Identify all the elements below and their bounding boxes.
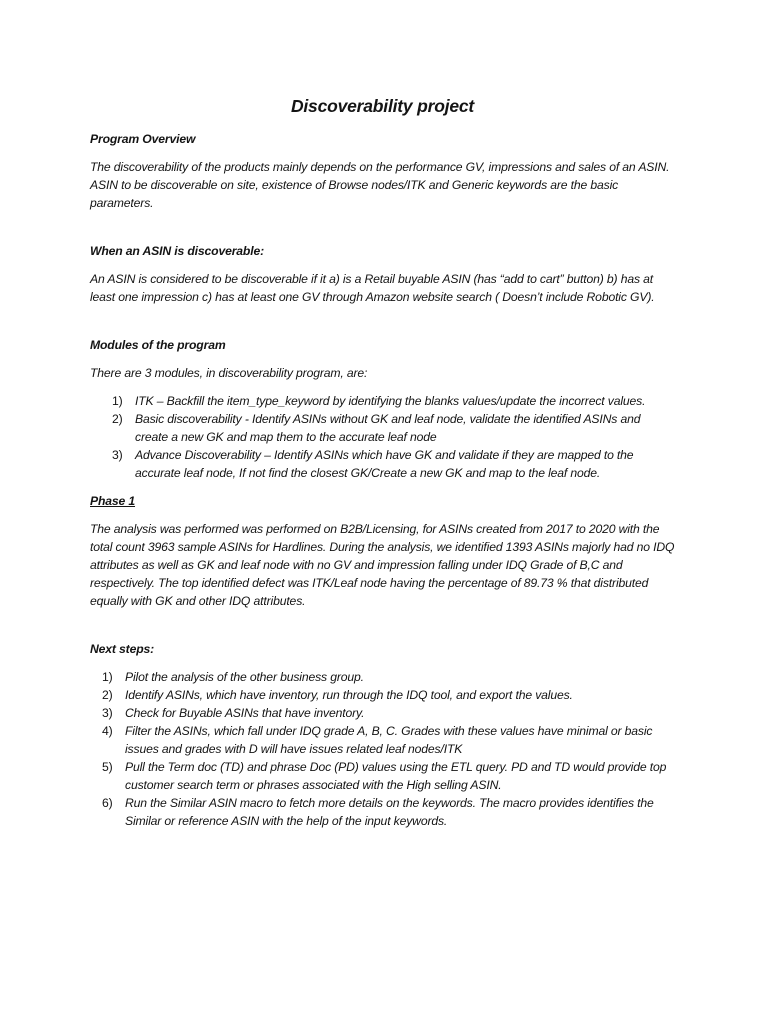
list-item-text: Basic discoverability - Identify ASINs without GK and leaf node, validate the identified ASINs and create a new GK and map them to the accurate leaf node [135,412,641,444]
list-item-text: Run the Similar ASIN macro to fetch more details on the keywords. The macro provides identifies the Similar or reference ASIN with the help of the input keywords. [125,796,654,828]
list-item-text: Pull the Term doc (TD) and phrase Doc (PD) values using the ETL query. PD and TD would provide top customer search term or phrases associated with the High selling ASIN. [125,760,667,792]
list-item-number: 5) [102,760,113,774]
list-item [90,392,675,410]
list-item [90,686,675,704]
list-item-text: Identify ASINs, which have inventory, run through the IDQ tool, and export the values. [125,688,573,702]
list-item-text: Check for Buyable ASINs that have inventory. [125,706,365,720]
list-item-text: Pilot the analysis of the other business group. [125,670,364,684]
list-item [90,410,675,446]
modules-intro: There are 3 modules, in discoverability program, are: [90,366,368,380]
modules-heading: Modules of the program [90,338,226,352]
list-item-number: 3) [102,706,113,720]
list-item-text: ITK – Backfill the item_type_keyword by identifying the blanks values/update the incorrect values. [135,394,646,408]
discoverable-text: An ASIN is considered to be discoverable if it a) is a Retail buyable ASIN (has “add to cart” button) b) has at least one impression c) has at least one GV through Amazon website search ( Doesn’t include Robotic GV). [90,272,655,304]
program-overview-text: The discoverability of the products mainly depends on the performance GV, impressions and sales of an ASIN. ASIN to be discoverable on site, existence of Browse nodes/ITK and Generic keywords are the basic parameters. [90,160,670,210]
phase1-text: The analysis was performed was performed on B2B/Licensing, for ASINs created from 2017 to 2020 with the total count 3963 sample ASINs for Hardlines. During the analysis, we identified 1393 ASINs majorly had no IDQ attributes as well as GK and leaf node with no GV and impression falling under IDQ Grade of B,C and respectively. The top identified defect was ITK/Leaf node having the percentage of 89.73 % that distributed equally with GK and other IDQ attributes. [90,522,675,608]
list-item-text: Advance Discoverability – Identify ASINs which have GK and validate if they are mapped to the accurate leaf node, If not find the closest GK/Create a new GK and map to the leaf node. [135,448,634,480]
list-item [90,446,675,482]
next-steps-list [90,668,675,830]
list-item-number: 2) [112,412,123,426]
list-item-number: 1) [112,394,123,408]
modules-list [90,392,675,482]
document-body [90,94,675,830]
page-title: Discoverability project [290,96,475,116]
list-item-number: 4) [102,724,113,738]
list-item [90,722,675,758]
list-item [90,704,675,722]
list-item-text: Filter the ASINs, which fall under IDQ grade A, B, C. Grades with these values have minimal or basic issues and grades with D will have issues related leaf nodes/ITK [125,724,653,756]
list-item-number: 1) [102,670,113,684]
program-overview-heading: Program Overview [90,132,196,146]
list-item-number: 6) [102,796,113,810]
discoverable-heading: When an ASIN is discoverable: [90,244,264,258]
next-steps-heading: Next steps: [90,642,155,656]
list-item [90,794,675,830]
list-item [90,758,675,794]
list-item [90,668,675,686]
phase1-heading: Phase 1 [90,494,136,508]
list-item-number: 3) [112,448,123,462]
list-item-number: 2) [102,688,113,702]
